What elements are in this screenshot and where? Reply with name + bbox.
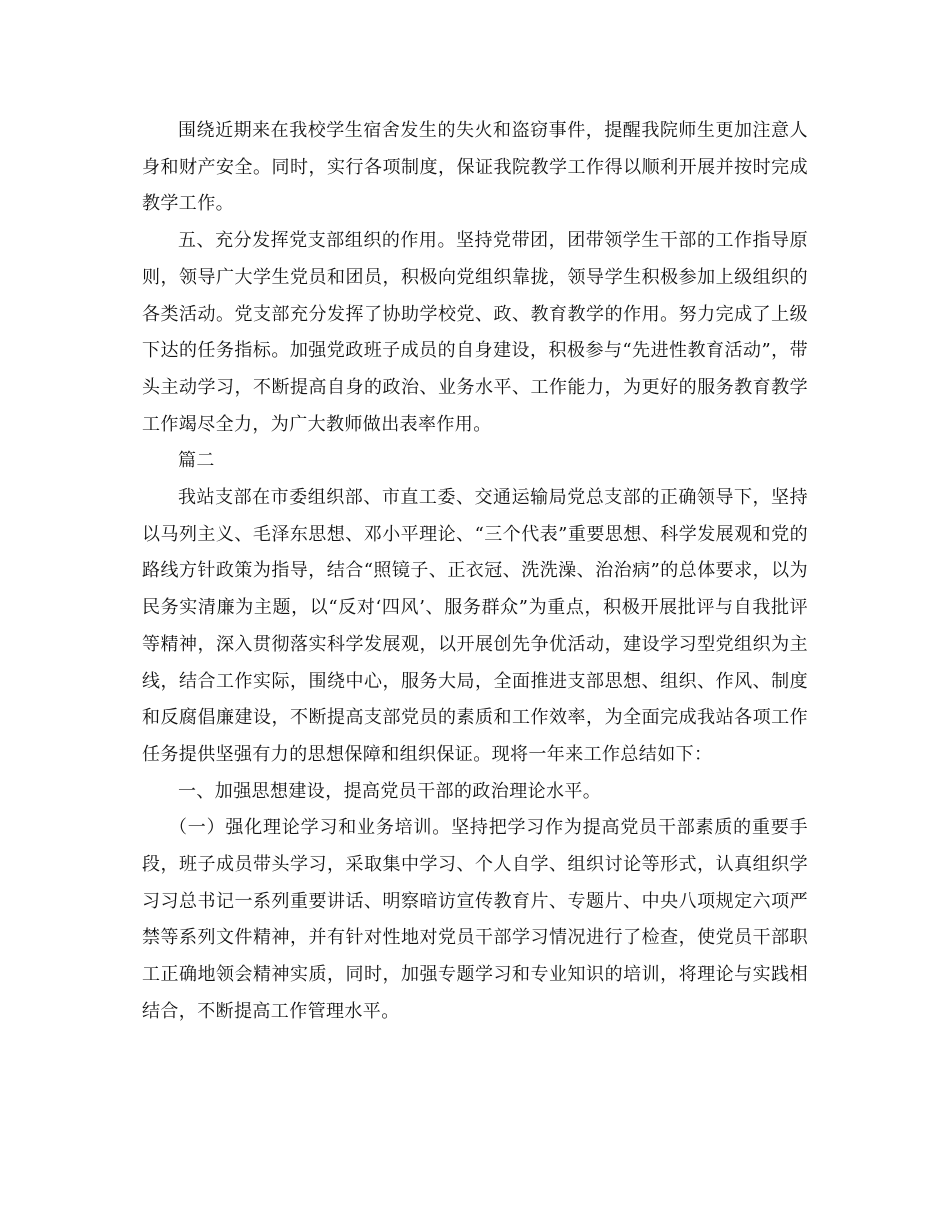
paragraph-theory-study: （一）强化理论学习和业务培训。坚持把学习作为提高党员干部素质的重要手段，班子成员带头学习，采取集中学习、个人自学、组织讨论等形式，认真组织学习习总书记一系列重要讲话、明察暗访宣传教育片、专题片、中央八项规定六项严禁等系列文件精神，并有针对性地对党员干部学习情况进行了检查，使党员干部职工正确地领会精神实质，同时，加强专题学习和专业知识的培训，将理论与实践相结合，不断提高工作管理水平。 bbox=[142, 817, 808, 1022]
paragraph-branch-overview: 我站支部在市委组织部、市直工委、交通运输局党总支部的正确领导下，坚持以马列主义、毛泽东思想、邓小平理论、“三个代表”重要思想、科学发展观和党的路线方针政策为指导，结合“照镜子、正衣冠、洗洗澡、治治病”的总体要求，以为民务实清廉为主题，以“反对‘四风’、服务群众”为重点，积极开展批评与自我批评等精神，深入贯彻落实科学发展观，以开展创先争优活动，建设学习型党组织为主线，结合工作实际，围绕中心，服务大局，全面推进支部思想、组织、作风、制度和反腐倡廉建设，不断提高支部党员的素质和工作效率，为全面完成我站各项工作任务提供坚强有力的思想保障和组织保证。现将一年来工作总结如下： bbox=[142, 487, 808, 765]
paragraph-party-branch-role: 五、充分发挥党支部组织的作用。坚持党带团，团带领学生干部的工作指导原则，领导广大学生党员和团员，积极向党组织靠拢，领导学生积极参加上级组织的各类活动。党支部充分发挥了协助学校党、政、教育教学的作用。努力完成了上级下达的任务指标。加强党政班子成员的自身建设，积极参与“先进性教育活动”，带头主动学习，不断提高自身的政治、业务水平、工作能力，为更好的服务教育教学工作竭尽全力，为广大教师做出表率作用。 bbox=[142, 230, 808, 435]
paragraph-safety-reminder: 围绕近期来在我校学生宿舍发生的失火和盗窃事件，提醒我院师生更加注意人身和财产安全。同时，实行各项制度，保证我院教学工作得以顺利开展并按时完成教学工作。 bbox=[142, 120, 808, 215]
section-heading-part-two: 篇二 bbox=[178, 450, 215, 472]
heading-ideological-building: 一、加强思想建设，提高党员干部的政治理论水平。 bbox=[178, 780, 602, 802]
document-page bbox=[142, 113, 808, 1031]
